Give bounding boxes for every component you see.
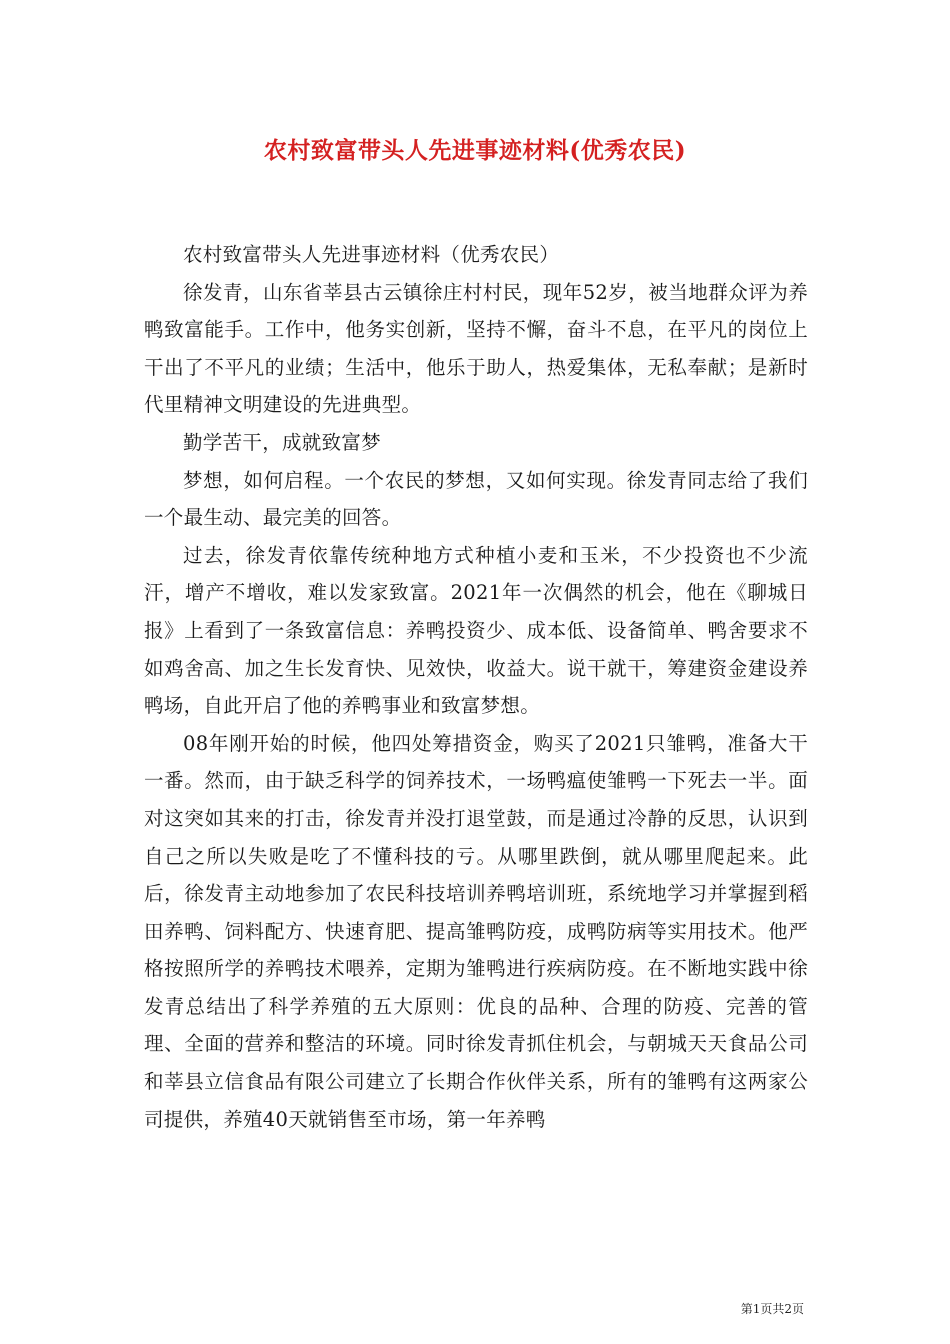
paragraph-past: 过去，徐发青依靠传统种地方式种植小麦和玉米，不少投资也不少流汗，增产不增收，难以发家致富。2021年一次偶然的机会，他在《聊城日报》上看到了一条致富信息：养鸭投资少、成本低、设备简单、鸭舍要求不如鸡舍高、加之生长发育快、见效快，收益大。说干就干，筹建资金建设养鸭场，自此开启了他的养鸭事业和致富梦想。 (144, 543, 808, 718)
document-body (144, 236, 808, 1138)
page-number-label: 第1页共2页 (740, 1302, 804, 1316)
page-footer (741, 1300, 804, 1317)
document-title: 农村致富带头人先进事迹材料(优秀农民) (263, 137, 687, 164)
paragraph-dream: 梦想，如何启程。一个农民的梦想，又如何实现。徐发青同志给了我们一个最生动、最完美的回答。 (144, 468, 808, 530)
paragraph-heading: 农村致富带头人先进事迹材料（优秀农民） (183, 243, 560, 266)
paragraph-2008: 08年刚开始的时候，他四处筹措资金，购买了2021只雏鸭，准备大干一番。然而，由于缺乏科学的饲养技术，一场鸭瘟使雏鸭一下死去一半。面对这突如其来的打击，徐发青并没打退堂鼓，而是通过冷静的反思，认识到自己之所以失败是吃了不懂科技的亏。从哪里跌倒，就从哪里爬起来。此后，徐发青主动地参加了农民科技培训养鸭培训班，系统地学习并掌握到稻田养鸭、饲料配方、快速育肥、提高雏鸭防疫，成鸭防病等实用技术。他严格按照所学的养鸭技术喂养，定期为雏鸭进行疾病防疫。在不断地实践中徐发青总结出了科学养殖的五大原则：优良的品种、合理的防疫、完善的管理、全面的营养和整洁的环境。同时徐发青抓住机会，与朝城天天食品公司和莘县立信食品有限公司建立了长期合作伙伴关系，所有的雏鸭有这两家公司提供，养殖40天就销售至市场，第一年养鸭 (144, 731, 808, 1131)
paragraph-section-heading: 勤学苦干，成就致富梦 (183, 430, 382, 454)
paragraph-intro: 徐发青，山东省莘县古云镇徐庄村村民，现年52岁，被当地群众评为养鸭致富能手。工作中，他务实创新，坚持不懈，奋斗不息，在平凡的岗位上干出了不平凡的业绩；生活中，他乐于助人，热爱集体，无私奉献；是新时代里精神文明建设的先进典型。 (144, 280, 808, 417)
